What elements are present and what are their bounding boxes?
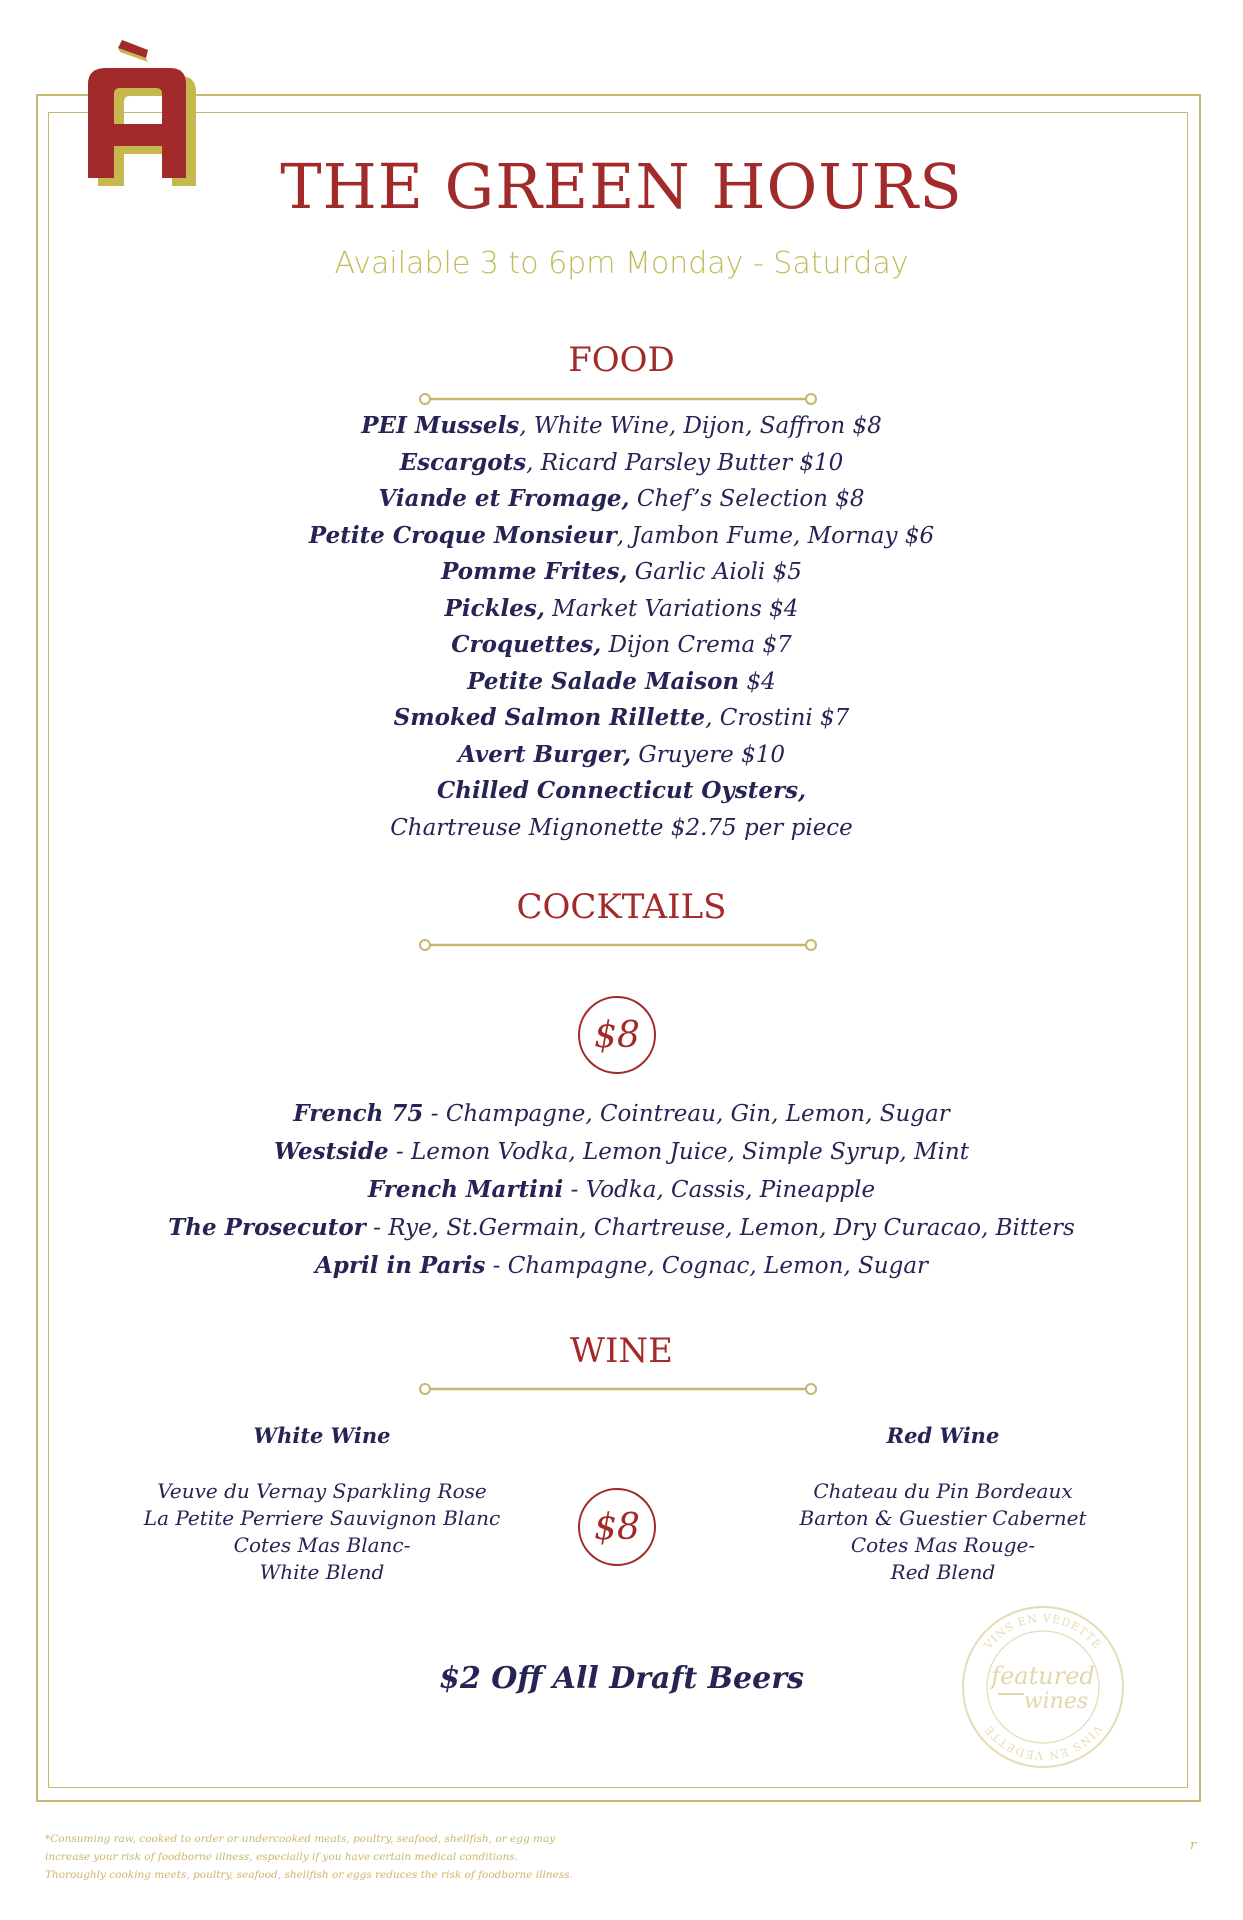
food-item-name: Smoked Salmon Rillette — [393, 704, 706, 731]
cocktail-item-desc: - Champagne, Cognac, Lemon, Sugar — [485, 1253, 929, 1279]
corner-mark: r — [1190, 1838, 1197, 1853]
logo-accent-mark — [118, 40, 148, 62]
svg-text:VINS EN VEDETTE — [982, 1722, 1105, 1763]
food-item-name: Pomme Frites, — [441, 558, 628, 585]
cocktail-item-name: French Martini — [367, 1176, 564, 1203]
white-wine-heading: White Wine — [253, 1423, 391, 1448]
cocktails-price-badge: $8 — [578, 996, 656, 1074]
featured-wines-stamp — [958, 1602, 1128, 1772]
food-item — [0, 518, 1243, 555]
food-item-desc: $4 — [739, 668, 776, 695]
food-item-name: Escargots — [399, 448, 527, 476]
red-wine-column — [733, 1423, 1153, 1586]
food-item-name: Pickles, — [444, 594, 545, 622]
food-item — [0, 737, 1243, 774]
food-item-desc: , Jambon Fume, Mornay $6 — [616, 522, 935, 549]
disclaimer-line: Thoroughly cooking meets, poultry, seafood, shellfish or eggs reduces the risk of foodborne illness. — [45, 1869, 573, 1881]
food-item-name: Croquettes, — [451, 631, 602, 658]
food-item-desc: Gruyere $10 — [631, 741, 786, 768]
food-item-desc: Market Variations $4 — [544, 595, 799, 622]
cocktail-item-desc: - Vodka, Cassis, Pineapple — [563, 1177, 876, 1203]
cocktail-item-name: Westside — [274, 1138, 389, 1165]
cocktails-divider — [418, 937, 818, 953]
food-item-name: Chilled Connecticut Oysters, — [436, 777, 807, 804]
food-item-name: Avert Burger, — [457, 740, 632, 768]
stamp-ring-text-bottom: VINS EN VEDETTE — [981, 1722, 1105, 1763]
food-item-name: Viande et Fromage, — [378, 485, 630, 512]
cocktail-item — [0, 1171, 1243, 1209]
food-item-desc: Dijon Crema $7 — [601, 632, 792, 658]
cocktail-item — [0, 1095, 1243, 1133]
food-item — [0, 700, 1243, 737]
food-item-desc: Chartreuse Mignonette $2.75 per piece — [390, 814, 853, 841]
cocktail-item-name: The Prosecutor — [168, 1214, 366, 1241]
wine-item: Chateau du Pin Bordeaux — [813, 1479, 1073, 1503]
food-item — [0, 445, 1243, 482]
food-heading: FOOD — [568, 340, 675, 380]
stamp-ring-text-top: VINS EN VEDETTE — [981, 1611, 1105, 1652]
food-item — [0, 481, 1243, 518]
cocktail-item — [0, 1247, 1243, 1285]
wine-item: La Petite Perriere Sauvignon Blanc — [143, 1506, 501, 1530]
food-list — [0, 408, 1243, 846]
white-wine-column — [112, 1423, 532, 1586]
food-divider — [418, 391, 818, 407]
wine-item: White Blend — [259, 1560, 385, 1584]
cocktail-item-desc: - Lemon Vodka, Lemon Juice, Simple Syrup, Mint — [388, 1139, 969, 1165]
food-item — [0, 627, 1243, 664]
wine-item: Cotes Mas Blanc- — [233, 1533, 411, 1557]
wine-heading: WINE — [570, 1331, 673, 1371]
food-item — [0, 773, 1243, 810]
food-item — [0, 554, 1243, 591]
disclaimer-line: *Consuming raw, cooked to order or undercooked meats, poultry, seafood, shellfish, or egg may — [45, 1833, 556, 1845]
svg-text:VINS EN VEDETTE — [981, 1612, 1104, 1653]
food-item-name: PEI Mussels — [361, 412, 520, 439]
stamp-text-featured: featured — [991, 1662, 1095, 1690]
wine-item: Red Blend — [890, 1560, 996, 1584]
cocktail-list — [0, 1095, 1243, 1285]
wine-item: Cotes Mas Rouge- — [850, 1533, 1036, 1557]
food-item-desc: , White Wine, Dijon, Saffron $8 — [519, 413, 882, 439]
food-item-desc: , Ricard Parsley Butter $10 — [526, 449, 844, 476]
food-item-desc: Chef’s Selection $8 — [629, 486, 865, 512]
wine-item: Veuve du Vernay Sparkling Rose — [157, 1479, 487, 1503]
cocktail-item-name: French 75 — [293, 1100, 424, 1127]
food-item-name: Petite Croque Monsieur — [308, 521, 617, 549]
food-item-desc: Garlic Aioli $5 — [627, 559, 802, 585]
food-item — [0, 810, 1243, 847]
food-item-desc: , Crostini $7 — [705, 705, 850, 731]
cocktails-heading: COCKTAILS — [516, 887, 727, 927]
disclaimer-line: increase your risk of foodborne illness, especially if you have certain medical conditions. — [45, 1851, 518, 1863]
red-wine-heading: Red Wine — [886, 1423, 1000, 1448]
wine-divider — [418, 1381, 818, 1397]
food-item — [0, 408, 1243, 445]
stamp-text-wines: wines — [1023, 1689, 1089, 1714]
wine-price-badge: $8 — [578, 1488, 656, 1566]
draft-beer-offer: $2 Off All Draft Beers — [439, 1661, 804, 1696]
food-item — [0, 664, 1243, 701]
food-item-name: Petite Salade Maison — [467, 667, 740, 695]
food-item — [0, 591, 1243, 628]
availability-subtitle: Available 3 to 6pm Monday - Saturday — [334, 246, 909, 281]
cocktail-item-desc: - Rye, St.Germain, Chartreuse, Lemon, Dry Curacao, Bitters — [365, 1215, 1075, 1241]
cocktail-item — [0, 1133, 1243, 1171]
page-title: THE GREEN HOURS — [280, 150, 963, 223]
food-safety-disclaimer — [45, 1830, 745, 1884]
cocktail-item-desc: - Champagne, Cointreau, Gin, Lemon, Sugar — [423, 1101, 950, 1127]
wine-item: Barton & Guestier Cabernet — [799, 1506, 1087, 1530]
cocktail-item-name: April in Paris — [314, 1252, 486, 1279]
cocktail-item — [0, 1209, 1243, 1247]
